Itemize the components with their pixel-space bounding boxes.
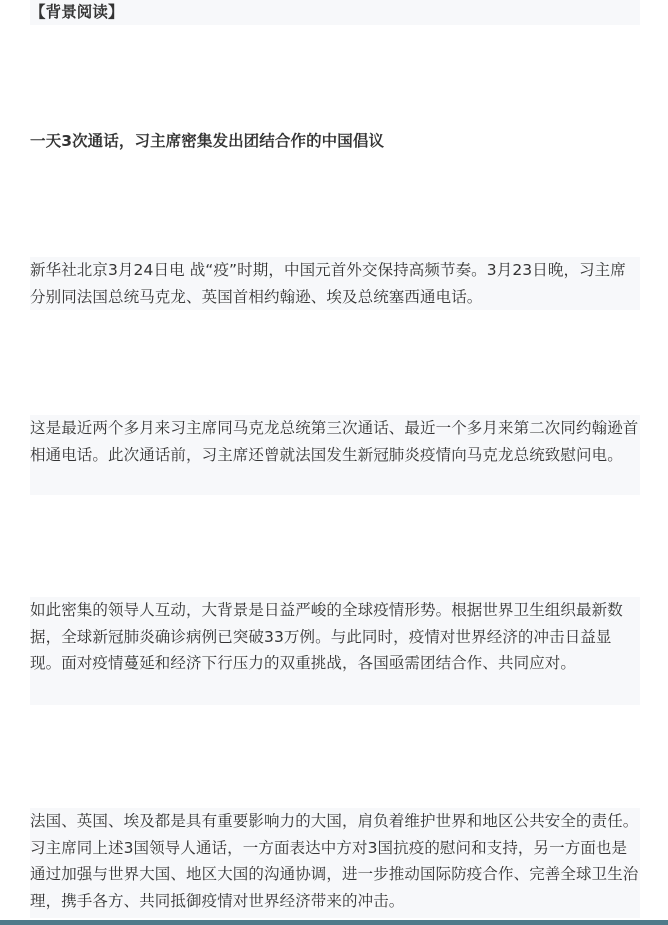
paragraph-block (30, 597, 640, 705)
paragraph: 如此密集的领导人互动，大背景是日益严峻的全球疫情形势。根据世界卫生组织最新数据，全球新冠肺炎确诊病例已突破33万例。与此同时，疫情对世界经济的冲击日益显现。面对疫情蔓延和经济下行压力的双重挑战，各国亟需团结合作、共同应对。 (30, 601, 623, 672)
section-label: 【背景阅读】 (30, 3, 124, 21)
section-label-block (30, 0, 640, 25)
bottom-bar (0, 920, 668, 925)
paragraph-block (30, 808, 640, 918)
paragraph-block (30, 415, 640, 495)
paragraph: 新华社北京3月24日电 战“疫”时期，中国元首外交保持高频节奏。3月23日晚，习主席分别同法国总统马克龙、英国首相约翰逊、埃及总统塞西通电话。 (30, 261, 626, 306)
paragraph: 法国、英国、埃及都是具有重要影响力的大国，肩负着维护世界和地区公共安全的责任。习主席同上述3国领导人通话，一方面表达中方对3国抗疫的慰问和支持，另一方面也是通过加强与世界大国、地区大国的沟通协调，进一步推动国际防疫合作、完善全球卫生治理，携手各方、共同抵御疫情对世界经济带来的冲击。 (30, 812, 639, 910)
paragraph: 这是最近两个多月来习主席同马克龙总统第三次通话、最近一个多月来第二次同约翰逊首相通电话。此次通话前，习主席还曾就法国发生新冠肺炎疫情向马克龙总统致慰问电。 (30, 419, 639, 464)
article-title: 一天3次通话，习主席密集发出团结合作的中国倡议 (30, 132, 385, 150)
article-title-block (30, 128, 640, 156)
paragraph-block (30, 257, 640, 310)
